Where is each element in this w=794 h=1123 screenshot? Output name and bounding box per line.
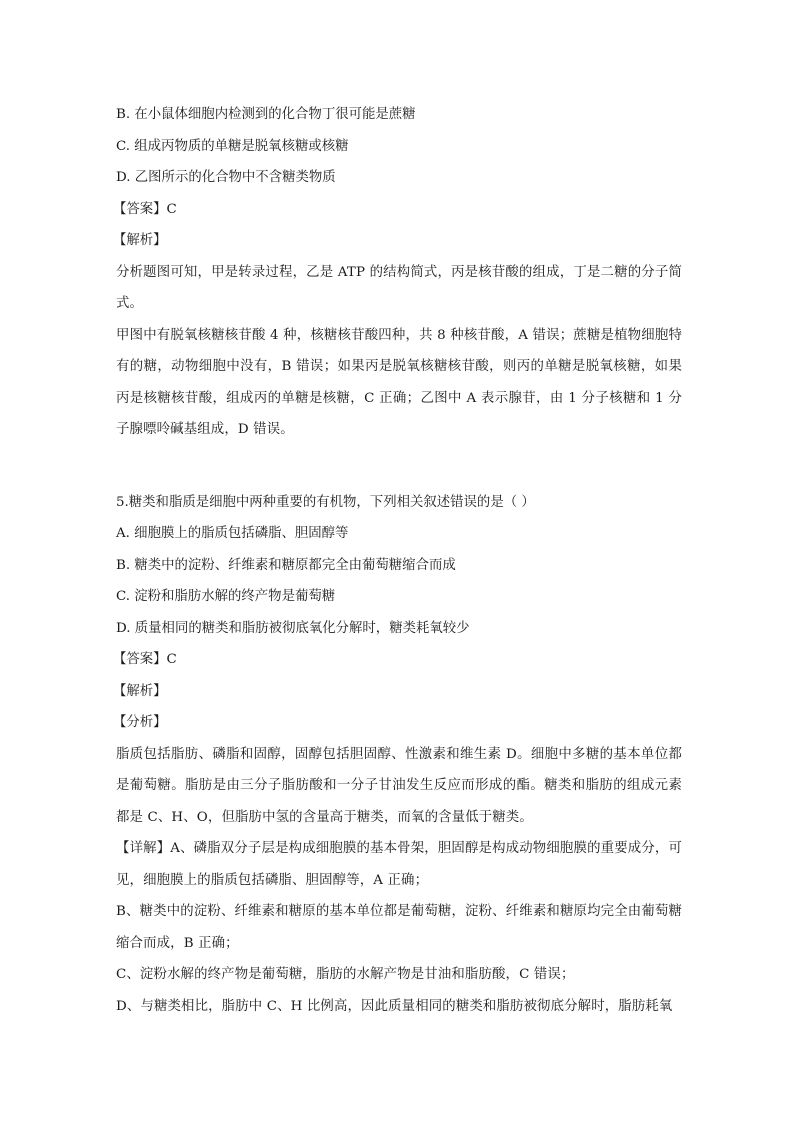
q5-stem: 5.糖类和脂质是细胞中两种重要的有机物，下列相关叙述错误的是（ ） — [116, 494, 535, 510]
q4-answer: 【答案】C — [113, 201, 177, 217]
q5-detail-c: C、淀粉水解的终产物是葡萄糖，脂肪的水解产物是甘油和脂肪酸，C 错误； — [116, 967, 575, 982]
q5-option-b: B. 糖类中的淀粉、纤维素和糖原都完全由葡萄糖缩合而成 — [116, 557, 456, 573]
question-separator — [116, 446, 682, 487]
page-content — [113, 99, 682, 1022]
q5-analysis-label: 【解析】 — [113, 683, 167, 699]
q5-analysis-paragraph: 脂质包括脂肪、磷脂和固醇，固醇包括胆固醇、性激素和维生素 D。细胞中多糖的基本单位都是葡萄糖。脂肪是由三分子脂肪酸和一分子甘油发生反应而形成的酯。糖类和脂肪的组成元素都是 C、H、O，但脂肪中氢的含量高于糖类，而氧的含量低于糖类。 — [116, 746, 682, 825]
q5-option-a: A. 细胞膜上的脂质包括磷脂、胆固醇等 — [116, 526, 349, 541]
q4-option-b: B. 在小鼠体细胞内检测到的化合物丁很可能是蔗糖 — [116, 107, 416, 122]
q5-detail-b: B、糖类中的淀粉、纤维素和糖原的基本单位都是葡萄糖，淀粉、纤维素和糖原均完全由葡萄糖缩合而成，B 正确； — [116, 904, 682, 951]
q5-detail-a: 【详解】A、磷脂双分子层是构成细胞膜的基本骨架，胆固醇是构成动物细胞膜的重要成分，可见，细胞膜上的脂质包括磷脂、胆固醇等，A 正确； — [116, 841, 682, 888]
q4-option-c: C. 组成丙物质的单糖是脱氧核糖或核糖 — [116, 138, 349, 154]
q4-analysis-label: 【解析】 — [113, 233, 167, 248]
q5-answer: 【答案】C — [113, 652, 177, 667]
q5-option-d: D. 质量相同的糖类和脂肪被彻底氧化分解时，糖类耗氧较少 — [116, 620, 470, 636]
q5-option-c: C. 淀粉和脂肪水解的终产物是葡萄糖 — [116, 589, 336, 604]
q4-analysis-paragraph-1: 分析题图可知，甲是转录过程，乙是 ATP 的结构简式，丙是核苷酸的组成，丁是二糖的分子简式。 — [116, 264, 682, 311]
q5-detail-d: D、与糖类相比，脂肪中 C、H 比例高，因此质量相同的糖类和脂肪被彻底分解时，脂肪耗氧 — [116, 998, 673, 1014]
q4-analysis-paragraph-2: 甲图中有脱氧核糖核苷酸 4 种，核糖核苷酸四种，共 8 种核苷酸，A 错误；蔗糖是植物细胞特有的糖，动物细胞中没有，B 错误；如果丙是脱氧核糖核苷酸，则丙的单糖是脱氧核糖，如果丙是核糖核苷酸，组成丙的单糖是核糖，C 正确；乙图中 A 表示腺苷，由 1 分子核糖和 1 分子腺嘌呤碱基组成，D 错误。 — [116, 327, 682, 437]
q5-analysis-sub-label: 【分析】 — [113, 715, 167, 730]
q4-option-d: D. 乙图所示的化合物中不含糖类物质 — [116, 170, 336, 185]
